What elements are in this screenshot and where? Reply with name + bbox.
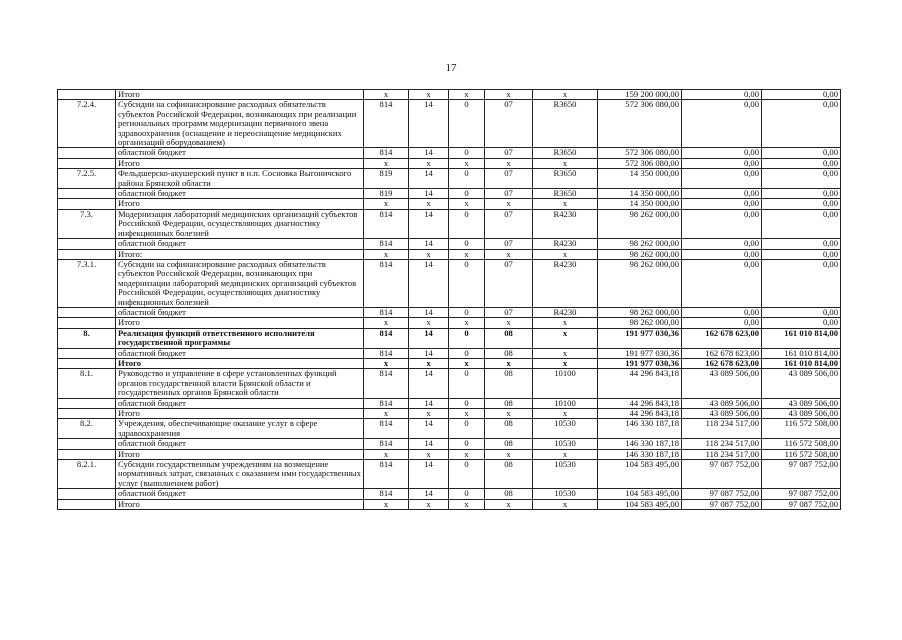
cell-amount-year2: 0,00 [682, 90, 762, 100]
cell-subsection-code: x [449, 499, 485, 509]
table-row [58, 358, 841, 368]
cell-section-code: 14 [409, 328, 449, 348]
row-number: 8. [58, 328, 116, 348]
budget-table-body [58, 90, 841, 510]
cell-admin-code: 814 [364, 348, 409, 358]
cell-amount-year2: 0,00 [682, 239, 762, 249]
cell-amount-year1: 14 350 000,00 [598, 169, 682, 189]
cell-target-code: x [533, 249, 598, 259]
cell-admin-code: x [364, 358, 409, 368]
table-row [58, 439, 841, 449]
cell-program-code: 08 [485, 328, 533, 348]
cell-section-code: 14 [409, 189, 449, 199]
cell-subsection-code: 0 [449, 398, 485, 408]
table-row [58, 318, 841, 328]
cell-target-code: R4230 [533, 259, 598, 307]
row-number [58, 239, 116, 249]
cell-section-code: 14 [409, 439, 449, 449]
row-number: 8.2. [58, 419, 116, 439]
row-number [58, 158, 116, 168]
cell-subsection-code: 0 [449, 169, 485, 189]
cell-program-code: x [485, 199, 533, 209]
cell-amount-year2: 0,00 [682, 100, 762, 148]
row-number [58, 398, 116, 408]
cell-subsection-code: x [449, 358, 485, 368]
row-number [58, 409, 116, 419]
row-number [58, 148, 116, 158]
cell-amount-year3: 0,00 [762, 239, 841, 249]
cell-amount-year2: 0,00 [682, 259, 762, 307]
table-row [58, 307, 841, 317]
cell-target-code: R4230 [533, 239, 598, 249]
cell-amount-year1: 572 306 080,00 [598, 100, 682, 148]
cell-amount-year2: 0,00 [682, 169, 762, 189]
cell-admin-code: 814 [364, 100, 409, 148]
row-number [58, 249, 116, 259]
row-description: Итого: [116, 249, 364, 259]
cell-amount-year2: 43 089 506,00 [682, 409, 762, 419]
row-description: Субсидии на софинансирование расходных обязательств субъектов Российской Федерации, возникающих при модернизации лабораторий медицинских организаций субъектов Российской Федерации, осуществляющих диагностику инфекционных болезней [116, 259, 364, 307]
row-description: Реализация функций ответственного исполнителя государственной программы [116, 328, 364, 348]
cell-target-code: R3650 [533, 169, 598, 189]
row-description: Итого [116, 90, 364, 100]
cell-target-code: x [533, 348, 598, 358]
cell-amount-year3: 0,00 [762, 189, 841, 199]
cell-section-code: x [409, 499, 449, 509]
cell-amount-year2: 162 678 623,00 [682, 348, 762, 358]
cell-target-code: x [533, 158, 598, 168]
cell-subsection-code: 0 [449, 419, 485, 439]
cell-admin-code: x [364, 249, 409, 259]
cell-amount-year2: 97 087 752,00 [682, 489, 762, 499]
row-number: 7.2.4. [58, 100, 116, 148]
cell-program-code: x [485, 358, 533, 368]
cell-program-code: 08 [485, 489, 533, 499]
page-number: 17 [445, 62, 457, 74]
cell-section-code: 14 [409, 148, 449, 158]
cell-program-code: 08 [485, 398, 533, 408]
cell-amount-year1: 98 262 000,00 [598, 307, 682, 317]
cell-subsection-code: x [449, 318, 485, 328]
cell-program-code: 07 [485, 307, 533, 317]
cell-amount-year1: 98 262 000,00 [598, 249, 682, 259]
cell-program-code: x [485, 90, 533, 100]
cell-program-code: 07 [485, 148, 533, 158]
budget-table [57, 89, 841, 510]
row-description: областной бюджет [116, 239, 364, 249]
cell-admin-code: 814 [364, 398, 409, 408]
cell-section-code: 14 [409, 419, 449, 439]
cell-amount-year3: 161 010 814,00 [762, 328, 841, 348]
cell-section-code: x [409, 449, 449, 459]
cell-admin-code: 819 [364, 169, 409, 189]
cell-section-code: x [409, 318, 449, 328]
cell-amount-year2: 118 234 517,00 [682, 449, 762, 459]
table-row [58, 90, 841, 100]
cell-admin-code: 814 [364, 419, 409, 439]
cell-amount-year2: 0,00 [682, 158, 762, 168]
cell-amount-year3: 43 089 506,00 [762, 409, 841, 419]
row-number: 8.1. [58, 369, 116, 398]
cell-target-code: 10100 [533, 398, 598, 408]
cell-target-code: R3650 [533, 100, 598, 148]
cell-section-code: x [409, 199, 449, 209]
cell-amount-year1: 44 296 843,18 [598, 369, 682, 398]
cell-admin-code: 814 [364, 328, 409, 348]
cell-amount-year3: 0,00 [762, 307, 841, 317]
cell-subsection-code: 0 [449, 100, 485, 148]
cell-amount-year1: 146 330 187,18 [598, 419, 682, 439]
cell-amount-year1: 159 200 000,00 [598, 90, 682, 100]
cell-section-code: 14 [409, 169, 449, 189]
cell-amount-year1: 146 330 187,18 [598, 439, 682, 449]
cell-amount-year2: 0,00 [682, 249, 762, 259]
cell-subsection-code: x [449, 409, 485, 419]
row-description: Итого [116, 199, 364, 209]
cell-section-code: 14 [409, 369, 449, 398]
cell-amount-year1: 191 977 030,36 [598, 328, 682, 348]
cell-program-code: 08 [485, 439, 533, 449]
cell-section-code: 14 [409, 398, 449, 408]
cell-subsection-code: x [449, 199, 485, 209]
cell-admin-code: x [364, 409, 409, 419]
cell-admin-code: 814 [364, 148, 409, 158]
cell-admin-code: x [364, 199, 409, 209]
cell-amount-year2: 97 087 752,00 [682, 460, 762, 489]
cell-amount-year2: 162 678 623,00 [682, 328, 762, 348]
row-number [58, 439, 116, 449]
cell-program-code: 07 [485, 100, 533, 148]
cell-section-code: 14 [409, 307, 449, 317]
cell-program-code: 08 [485, 348, 533, 358]
cell-amount-year3: 0,00 [762, 100, 841, 148]
cell-amount-year1: 98 262 000,00 [598, 318, 682, 328]
row-description: областной бюджет [116, 307, 364, 317]
cell-admin-code: 814 [364, 239, 409, 249]
cell-admin-code: 814 [364, 209, 409, 238]
cell-subsection-code: x [449, 90, 485, 100]
cell-subsection-code: 0 [449, 209, 485, 238]
cell-target-code: x [533, 328, 598, 348]
row-description: областной бюджет [116, 398, 364, 408]
cell-amount-year3: 116 572 508,00 [762, 439, 841, 449]
table-row [58, 158, 841, 168]
cell-amount-year3: 116 572 508,00 [762, 449, 841, 459]
table-row [58, 369, 841, 398]
cell-target-code: R3650 [533, 148, 598, 158]
cell-amount-year2: 162 678 623,00 [682, 358, 762, 368]
cell-target-code: 10530 [533, 489, 598, 499]
cell-amount-year3: 161 010 814,00 [762, 358, 841, 368]
table-row [58, 409, 841, 419]
cell-program-code: 07 [485, 189, 533, 199]
cell-admin-code: 814 [364, 489, 409, 499]
cell-admin-code: x [364, 499, 409, 509]
row-number [58, 90, 116, 100]
cell-target-code: 10530 [533, 419, 598, 439]
cell-amount-year1: 191 977 030,36 [598, 348, 682, 358]
cell-program-code: x [485, 449, 533, 459]
cell-admin-code: x [364, 449, 409, 459]
cell-admin-code: 814 [364, 307, 409, 317]
row-description: Итого [116, 158, 364, 168]
cell-amount-year1: 44 296 843,18 [598, 398, 682, 408]
cell-amount-year3: 0,00 [762, 249, 841, 259]
row-number: 7.3. [58, 209, 116, 238]
cell-amount-year2: 43 089 506,00 [682, 369, 762, 398]
cell-subsection-code: 0 [449, 489, 485, 499]
table-row [58, 148, 841, 158]
row-number: 7.2.5. [58, 169, 116, 189]
cell-subsection-code: 0 [449, 369, 485, 398]
cell-section-code: 14 [409, 209, 449, 238]
cell-subsection-code: 0 [449, 307, 485, 317]
table-row [58, 499, 841, 509]
cell-amount-year1: 98 262 000,00 [598, 209, 682, 238]
row-description: Итого [116, 409, 364, 419]
cell-program-code: 07 [485, 239, 533, 249]
cell-section-code: 14 [409, 259, 449, 307]
cell-subsection-code: x [449, 158, 485, 168]
row-description: областной бюджет [116, 148, 364, 158]
table-row [58, 239, 841, 249]
cell-program-code: x [485, 249, 533, 259]
table-row [58, 189, 841, 199]
cell-subsection-code: x [449, 249, 485, 259]
row-description: Учреждения, обеспечивающие оказание услуг в сфере здравоохранения [116, 419, 364, 439]
table-row [58, 489, 841, 499]
cell-target-code: x [533, 499, 598, 509]
table-row [58, 249, 841, 259]
row-description: Итого [116, 449, 364, 459]
cell-program-code: x [485, 409, 533, 419]
cell-section-code: x [409, 90, 449, 100]
table-row [58, 328, 841, 348]
table-row [58, 259, 841, 307]
cell-amount-year2: 118 234 517,00 [682, 419, 762, 439]
cell-subsection-code: 0 [449, 189, 485, 199]
row-number [58, 358, 116, 368]
table-row [58, 169, 841, 189]
cell-section-code: x [409, 249, 449, 259]
cell-amount-year2: 118 234 517,00 [682, 439, 762, 449]
cell-amount-year3: 43 089 506,00 [762, 398, 841, 408]
cell-admin-code: x [364, 90, 409, 100]
cell-amount-year1: 104 583 495,00 [598, 460, 682, 489]
cell-section-code: 14 [409, 348, 449, 358]
cell-target-code: 10100 [533, 369, 598, 398]
row-number [58, 449, 116, 459]
cell-amount-year1: 44 296 843,18 [598, 409, 682, 419]
cell-amount-year3: 97 087 752,00 [762, 460, 841, 489]
cell-amount-year2: 0,00 [682, 318, 762, 328]
cell-program-code: 08 [485, 419, 533, 439]
cell-amount-year3: 97 087 752,00 [762, 489, 841, 499]
cell-amount-year3: 0,00 [762, 169, 841, 189]
table-row [58, 100, 841, 148]
row-description: Модернизация лабораторий медицинских организаций субъектов Российской Федерации, осуществляющих диагностику инфекционных болезней [116, 209, 364, 238]
cell-target-code: 10530 [533, 439, 598, 449]
cell-amount-year3: 0,00 [762, 209, 841, 238]
cell-amount-year3: 0,00 [762, 199, 841, 209]
row-description: областной бюджет [116, 439, 364, 449]
cell-amount-year2: 97 087 752,00 [682, 499, 762, 509]
row-description: Итого [116, 318, 364, 328]
cell-amount-year3: 0,00 [762, 259, 841, 307]
cell-subsection-code: 0 [449, 259, 485, 307]
table-row [58, 199, 841, 209]
cell-amount-year3: 0,00 [762, 90, 841, 100]
cell-admin-code: x [364, 318, 409, 328]
cell-subsection-code: 0 [449, 460, 485, 489]
cell-target-code: x [533, 449, 598, 459]
cell-target-code: x [533, 90, 598, 100]
cell-section-code: 14 [409, 100, 449, 148]
cell-amount-year1: 98 262 000,00 [598, 239, 682, 249]
cell-amount-year2: 43 089 506,00 [682, 398, 762, 408]
table-row [58, 348, 841, 358]
cell-program-code: 08 [485, 460, 533, 489]
cell-target-code: x [533, 318, 598, 328]
cell-amount-year1: 572 306 080,00 [598, 148, 682, 158]
cell-amount-year3: 0,00 [762, 318, 841, 328]
cell-subsection-code: 0 [449, 348, 485, 358]
cell-target-code: x [533, 199, 598, 209]
cell-program-code: x [485, 499, 533, 509]
row-number: 8.2.1. [58, 460, 116, 489]
row-description: Итого [116, 499, 364, 509]
cell-amount-year2: 0,00 [682, 307, 762, 317]
table-row [58, 419, 841, 439]
cell-subsection-code: x [449, 449, 485, 459]
cell-amount-year2: 0,00 [682, 148, 762, 158]
cell-admin-code: 814 [364, 439, 409, 449]
cell-section-code: 14 [409, 460, 449, 489]
cell-target-code: R3650 [533, 189, 598, 199]
cell-section-code: x [409, 358, 449, 368]
table-row [58, 449, 841, 459]
cell-section-code: x [409, 158, 449, 168]
row-number [58, 199, 116, 209]
cell-admin-code: 814 [364, 259, 409, 307]
cell-target-code: R4230 [533, 209, 598, 238]
cell-admin-code: 814 [364, 460, 409, 489]
cell-target-code: x [533, 409, 598, 419]
cell-amount-year1: 104 583 495,00 [598, 489, 682, 499]
cell-section-code: 14 [409, 489, 449, 499]
cell-section-code: 14 [409, 239, 449, 249]
row-number [58, 189, 116, 199]
cell-amount-year2: 0,00 [682, 209, 762, 238]
table-row [58, 398, 841, 408]
row-number [58, 318, 116, 328]
cell-amount-year3: 161 010 814,00 [762, 348, 841, 358]
cell-subsection-code: 0 [449, 239, 485, 249]
cell-amount-year1: 146 330 187,18 [598, 449, 682, 459]
cell-admin-code: x [364, 158, 409, 168]
cell-program-code: 07 [485, 169, 533, 189]
cell-program-code: 07 [485, 259, 533, 307]
cell-program-code: x [485, 318, 533, 328]
row-description: областной бюджет [116, 348, 364, 358]
row-number [58, 499, 116, 509]
cell-amount-year2: 0,00 [682, 199, 762, 209]
cell-amount-year1: 98 262 000,00 [598, 259, 682, 307]
cell-subsection-code: 0 [449, 439, 485, 449]
cell-amount-year3: 0,00 [762, 158, 841, 168]
cell-section-code: x [409, 409, 449, 419]
cell-amount-year1: 191 977 030,36 [598, 358, 682, 368]
row-description: Субсидии на софинансирование расходных обязательств субъектов Российской Федерации, возникающих при реализации региональных программ модернизации первичного звена здравоохранения (оснащение и переоснащение медицинских организаций оборудованием) [116, 100, 364, 148]
cell-target-code: R4230 [533, 307, 598, 317]
row-description: Итого [116, 358, 364, 368]
row-description: областной бюджет [116, 489, 364, 499]
cell-target-code: 10530 [533, 460, 598, 489]
table-row [58, 460, 841, 489]
cell-admin-code: 814 [364, 369, 409, 398]
row-number [58, 348, 116, 358]
cell-amount-year1: 572 306 080,00 [598, 158, 682, 168]
row-number [58, 307, 116, 317]
cell-amount-year3: 0,00 [762, 148, 841, 158]
row-number [58, 489, 116, 499]
cell-program-code: 07 [485, 209, 533, 238]
cell-amount-year1: 14 350 000,00 [598, 199, 682, 209]
cell-amount-year3: 116 572 508,00 [762, 419, 841, 439]
row-description: Фельдшерско-акушерский пункт в н.п. Сосновка Выгоничского района Брянской области [116, 169, 364, 189]
row-description: областной бюджет [116, 189, 364, 199]
cell-amount-year1: 14 350 000,00 [598, 189, 682, 199]
cell-subsection-code: 0 [449, 328, 485, 348]
cell-program-code: 08 [485, 369, 533, 398]
cell-amount-year1: 104 583 495,00 [598, 499, 682, 509]
cell-admin-code: 819 [364, 189, 409, 199]
table-row [58, 209, 841, 238]
cell-target-code: x [533, 358, 598, 368]
cell-program-code: x [485, 158, 533, 168]
cell-subsection-code: 0 [449, 148, 485, 158]
cell-amount-year3: 97 087 752,00 [762, 499, 841, 509]
cell-amount-year3: 43 089 506,00 [762, 369, 841, 398]
row-description: Руководство и управление в сфере установленных функций органов государственной власти Брянской области и государственных органов Брянской области [116, 369, 364, 398]
row-number: 7.3.1. [58, 259, 116, 307]
row-description: Субсидии государственным учреждениям на возмещение нормативных затрат, связанных с оказанием ими государственных услуг (выполнением работ) [116, 460, 364, 489]
cell-amount-year2: 0,00 [682, 189, 762, 199]
